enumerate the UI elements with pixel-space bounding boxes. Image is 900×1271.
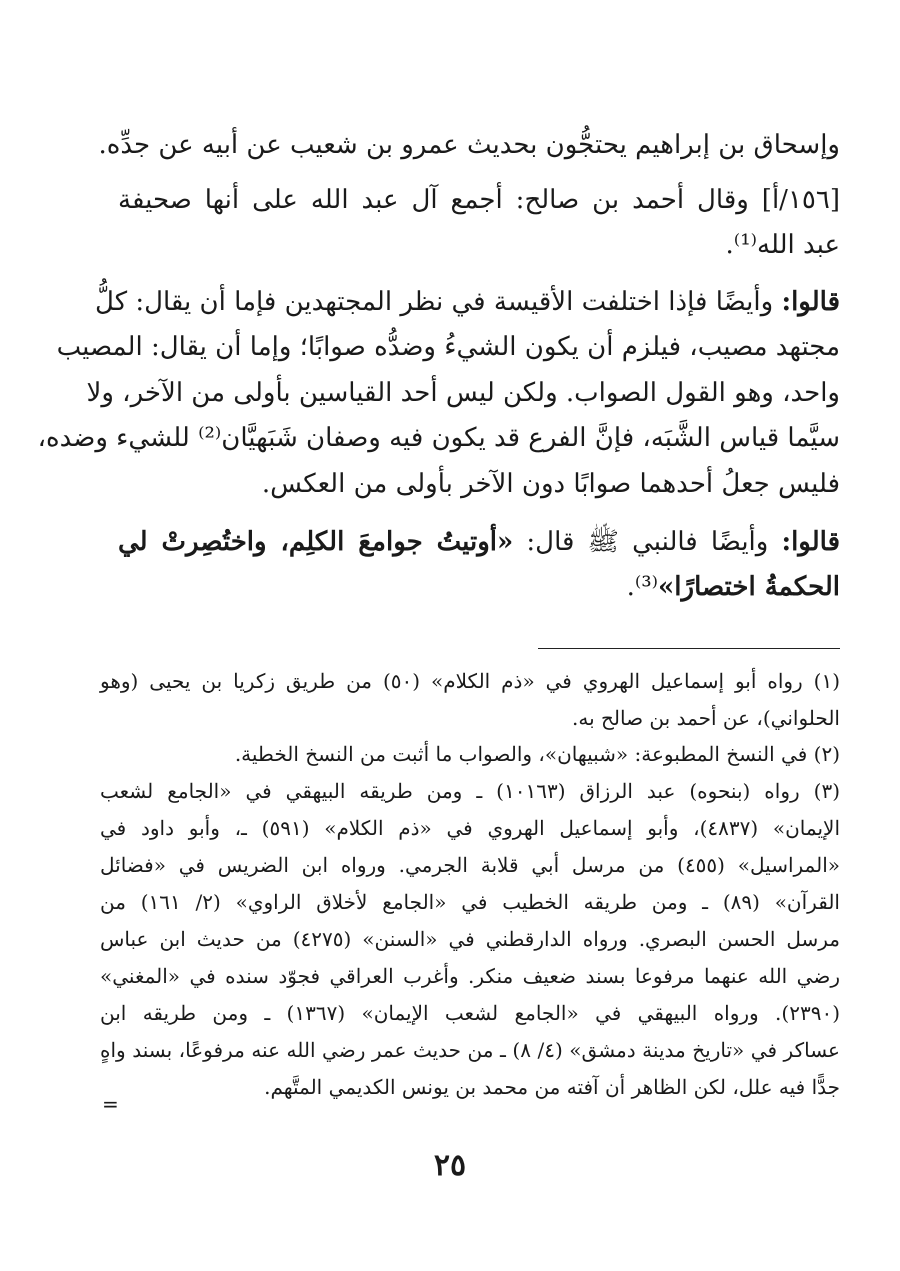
body-line-7: سيَّما قياس الشَّبَه، فإنَّ الفرع قد يكون فيه وصفان شَبَهيَّان⁽²⁾ للشيء وضده،	[37, 423, 840, 453]
body-line-9	[118, 522, 840, 562]
body-line-8: فليس جعلُ أحدهما صوابًا دون الآخر بأولى من العكس.	[261, 469, 840, 499]
para-lead-qalu: قالوا:	[781, 287, 840, 317]
footnote-line-10: (٢٣٩٠). ورواه البيهقي في «الجامع لشعب الإيمان» (١٣٦٧) ـ ومن طريقه ابن	[100, 1001, 840, 1025]
footnote-separator	[538, 648, 840, 649]
para4-text: وأيضًا فالنبي ﷺ قال:	[513, 527, 782, 557]
footnote-line-12: جدًّا فيه علل، لكن الظاهر أن آفته من محمد بن يونس الكديمي المتَّهم.	[264, 1075, 840, 1099]
hadith-quote-part1: «أوتيتُ جوامعَ الكلِم، واختُصِرتْ لي	[118, 527, 514, 557]
footnote-ref-3: ⁽³⁾.	[626, 572, 659, 602]
footnote-line-4: (٣) رواه (بنحوه) عبد الرزاق (١٠١٦٣) ـ ومن طريقه البيهقي في «الجامع لشعب	[100, 779, 841, 803]
body-line-2: [١٥٦/أ] وقال أحمد بن صالح: أجمع آل عبد الله على أنها صحيفة	[118, 185, 840, 215]
footnote-line-11: عساكر في «تاريخ مدينة دمشق» (٤/ ٨) ـ من حديث عمر رضي الله عنه مرفوعًا، بسند واهٍ	[100, 1038, 840, 1062]
body-line-5: مجتهد مصيب، فيلزم أن يكون الشيءُ وضدُّه صوابًا؛ وإما أن يقال: المصيب	[56, 332, 840, 362]
footnote-line-7: القرآن» (٨٩) ـ ومن طريقه الخطيب في «الجامع لأخلاق الراوي» (٢/ ١٦١) من	[100, 890, 840, 914]
footnote-continuation-mark: =	[102, 1092, 119, 1116]
page-number: ٢٥	[433, 1148, 467, 1183]
footnote-line-5: الإيمان» (٤٨٣٧)، وأبو إسماعيل الهروي في «ذم الكلام» (٥٩١) ـ، وأبو داود في	[100, 816, 840, 840]
footnote-line-2: الحلواني)، عن أحمد بن صالح به.	[571, 706, 840, 730]
footnote-line-1: (١) رواه أبو إسماعيل الهروي في «ذم الكلام» (٥٠) من طريق زكريا بن يحيى (وهو	[100, 669, 840, 693]
body-line-4	[95, 282, 840, 322]
body-line-3: عبد الله⁽¹⁾.	[725, 230, 840, 260]
footnote-line-9: رضي الله عنهما مرفوعا بسند ضعيف منكر. وأغرب العراقي فجوّد سنده في «المغني»	[100, 964, 840, 988]
para-lead-qalu-2: قالوا:	[781, 527, 840, 557]
hadith-quote-part2: الحكمةُ اختصارًا»	[658, 572, 840, 602]
body-line-10	[118, 567, 840, 607]
para3-first-line-text: وأيضًا فإذا اختلفت الأقيسة في نظر المجتهدين فإما أن يقال: كلُّ	[95, 287, 782, 317]
body-line-6: واحد، وهو القول الصواب. ولكن ليس أحد القياسين بأولى من الآخر، ولا	[86, 378, 840, 408]
footnote-line-3: (٢) في النسخ المطبوعة: «شبيهان»، والصواب ما أثبت من النسخ الخطية.	[234, 742, 840, 766]
footnote-line-6: «المراسيل» (٤٥٥) من مرسل أبي قلابة الجرمي. ورواه ابن الضريس في «فضائل	[100, 853, 840, 877]
footnote-line-8: مرسل الحسن البصري. ورواه الدارقطني في «السنن» (٤٢٧٥) من حديث ابن عباس	[100, 927, 841, 951]
body-line-1: وإسحاق بن إبراهيم يحتجُّون بحديث عمرو بن شعيب عن أبيه عن جدِّه.	[98, 130, 840, 160]
